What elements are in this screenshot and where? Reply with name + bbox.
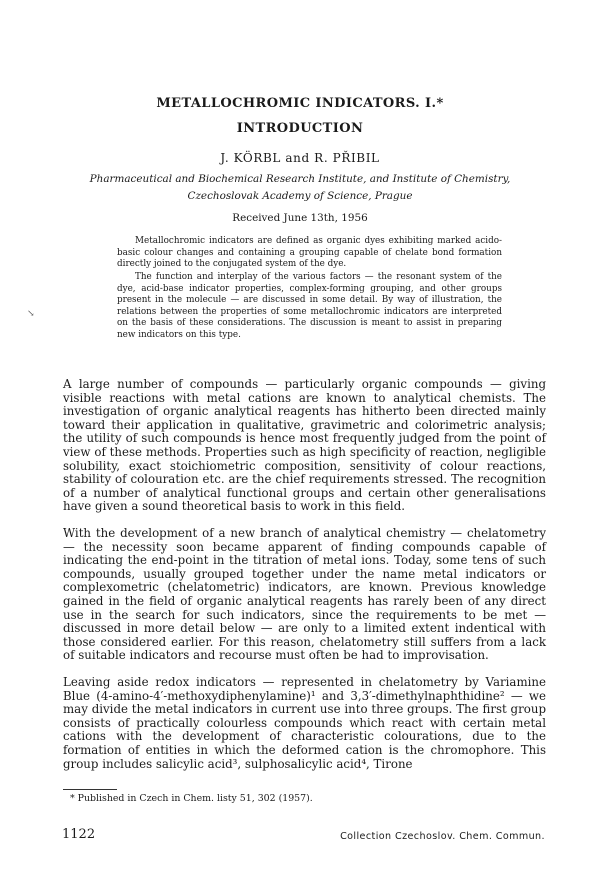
received-date: Received June 13th, 1956 xyxy=(232,212,368,224)
footnote-divider xyxy=(63,789,117,790)
abstract-paragraph-1: Metallochromic indicators are defined as organic dyes exhibiting marked acido-basic colour changes and containing a grouping capable of chelate bond formation directly joined to the conjugated system of the dye. xyxy=(117,236,502,270)
article-subtitle: INTRODUCTION xyxy=(236,121,364,136)
abstract-paragraph-2: The function and interplay of the various factors — the resonant system of the dye, acid-base indicator properties, complex-forming grouping, and other groups present in the molecule — are discussed in some detail. By way of illustration, the relations between the properties of some metallochromic indicators are interpreted on the basis of these considerations. The discussion is meant to assist in preparing new indicators on this type. xyxy=(117,272,502,340)
article-title: METALLOCHROMIC INDICATORS. I.* xyxy=(156,96,444,111)
body-paragraph-3: Leaving aside redox indicators — represented in chelatometry by Variamine Blue (4-amino-4′-methoxydiphenylamine)¹ and 3,3′-dimethylnaphthidine² — we may divide the metal indicators in current use into three groups. The first group consists of practically colourless compounds which react with certain metal cations with the development of characteristic colourations, due to the formation of entities in which the deformed cation is the chromophore. This group includes salicylic acid³, sulphosalicylic acid⁴, Tirone xyxy=(63,675,546,771)
author-list: J. KÖRBL and R. PŘIBIL xyxy=(220,151,380,165)
affiliation-line-1: Pharmaceutical and Biochemical Research Institute, and Institute of Chemistry, xyxy=(89,173,511,185)
journal-name: Collection Czechoslov. Chem. Commun. xyxy=(340,831,545,842)
margin-mark: ↘ xyxy=(27,309,35,319)
body-paragraph-2: With the development of a new branch of analytical chemistry — chelatometry — the necessity soon became apparent of finding compounds capable of indicating the end-point in the titration of metal ions. Today, some tens of such compounds, usually grouped together under the name metal indicators or complexometric (chelatometric) indicators, are known. Previous knowledge gained in the field of organic analytical reagents has rarely been of any direct use in the search for such indicators, since the requirements to be met — discussed in more detail below — are only to a limited extent indentical with those considered earlier. For this reason, chelatometry still suffers from a lack of suitable indicators and recourse must often be had to improvisation. xyxy=(63,526,546,663)
footnote: * Published in Czech in Chem. listy 51, 302 (1957). xyxy=(70,793,313,804)
affiliation-line-2: Czechoslovak Academy of Science, Prague xyxy=(187,190,413,202)
page-number: 1122 xyxy=(62,827,96,842)
body-paragraph-1: A large number of compounds — particularly organic compounds — giving visible reactions with metal cations are known to analytical chemists. The investigation of organic analytical reagents has hitherto been directed mainly toward their application in qualitative, gravimetric and colorimetric analysis; the utility of such compounds is hence most frequently judged from the point of view of these methods. Properties such as high specificity of reaction, negligible solubility, exact stoichiometric composition, sensitivity of colour reactions, stability of colouration etc. are the chief requirements stressed. The recognition of a number of analytical functional groups and certain other generalisations have given a sound theoretical basis to work in this field. xyxy=(63,377,546,514)
